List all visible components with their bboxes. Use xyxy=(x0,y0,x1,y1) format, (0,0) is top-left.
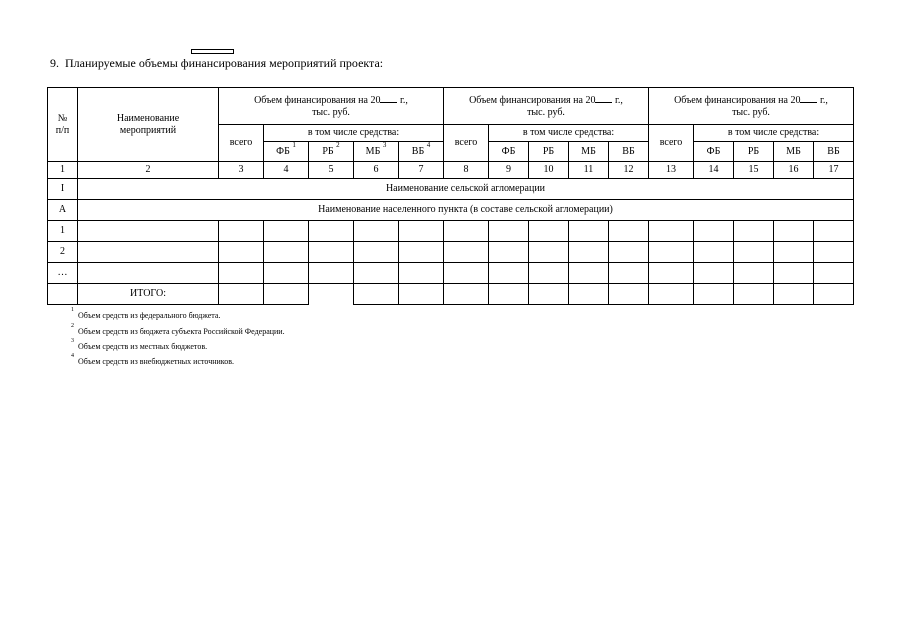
header-source: РБ xyxy=(529,142,569,162)
table-cell xyxy=(219,284,264,305)
column-number: 2 xyxy=(78,162,219,179)
header-source: ФБ $^1$ xyxy=(264,142,309,162)
table-cell xyxy=(569,221,609,242)
table-cell xyxy=(264,221,309,242)
table-cell xyxy=(569,284,609,305)
table-row-agglomeration xyxy=(48,179,854,200)
table-cell xyxy=(489,284,529,305)
row-number: 2 xyxy=(48,242,78,263)
table-cell xyxy=(529,242,569,263)
table-cell xyxy=(264,284,309,305)
scan-mark xyxy=(191,49,234,54)
table-cell xyxy=(734,221,774,242)
header-year-group-2: Объем финансирования на 20 г., тыс. руб. xyxy=(444,88,649,125)
table-cell xyxy=(569,263,609,284)
table-cell xyxy=(814,284,854,305)
table-cell xyxy=(609,284,649,305)
table-cell xyxy=(489,263,529,284)
column-number: 6 xyxy=(354,162,399,179)
table-cell xyxy=(609,263,649,284)
table-cell xyxy=(309,263,354,284)
header-including: в том числе средства: xyxy=(694,125,854,142)
table-cell xyxy=(264,242,309,263)
table-cell xyxy=(354,263,399,284)
header-number: № п/п xyxy=(48,88,78,162)
table-cell xyxy=(649,242,694,263)
table-cell xyxy=(444,263,489,284)
table-cell xyxy=(734,263,774,284)
table-row-total xyxy=(48,284,854,305)
table-cell xyxy=(649,221,694,242)
header-total: всего xyxy=(444,125,489,162)
table-cell xyxy=(774,284,814,305)
table-cell xyxy=(309,242,354,263)
column-number: 14 xyxy=(694,162,734,179)
header-source: ФБ xyxy=(489,142,529,162)
table-cell xyxy=(489,242,529,263)
financing-table xyxy=(47,87,854,305)
column-number: 1 xyxy=(48,162,78,179)
table-cell xyxy=(354,284,399,305)
table-cell xyxy=(694,263,734,284)
table-row xyxy=(48,263,854,284)
table-cell xyxy=(814,221,854,242)
table-cell xyxy=(354,221,399,242)
column-number: 9 xyxy=(489,162,529,179)
table-cell xyxy=(399,221,444,242)
table-cell xyxy=(399,263,444,284)
section-title: Планируемые объемы финансирования мероприятий проекта: xyxy=(65,56,384,70)
table-cell xyxy=(219,242,264,263)
column-number: 3 xyxy=(219,162,264,179)
table-cell xyxy=(444,284,489,305)
table-row xyxy=(48,221,854,242)
table-cell xyxy=(609,221,649,242)
column-number: 8 xyxy=(444,162,489,179)
header-year-group-1: Объем финансирования на 20 г., тыс. руб. xyxy=(219,88,444,125)
header-source: МБ xyxy=(569,142,609,162)
table-cell xyxy=(734,284,774,305)
section-number: 9. xyxy=(50,56,59,70)
table-cell xyxy=(529,263,569,284)
table-cell xyxy=(814,242,854,263)
table-cell xyxy=(219,263,264,284)
table-cell xyxy=(734,242,774,263)
table-cell xyxy=(399,242,444,263)
column-number: 17 xyxy=(814,162,854,179)
header-source: ВБ xyxy=(609,142,649,162)
column-number: 10 xyxy=(529,162,569,179)
header-source: МБ xyxy=(774,142,814,162)
header-including: в том числе средства: xyxy=(489,125,649,142)
footnote-2: $^2$ Объем средств из бюджета субъекта Российской Федерации. xyxy=(71,323,285,336)
header-total: всего xyxy=(649,125,694,162)
table-cell xyxy=(264,263,309,284)
header-year-group-3: Объем финансирования на 20 г., тыс. руб. xyxy=(649,88,854,125)
row-name: Наименование населенного пункта (в составе сельской агломерации) xyxy=(78,200,854,221)
column-number: 12 xyxy=(609,162,649,179)
table-cell xyxy=(774,221,814,242)
row-name xyxy=(78,263,219,284)
table-cell xyxy=(489,221,529,242)
row-name: Наименование сельской агломерации xyxy=(78,179,854,200)
header-name: Наименование мероприятий xyxy=(78,88,219,162)
table-cell xyxy=(219,221,264,242)
footnote-1: $^1$ Объем средств из федерального бюджета. xyxy=(71,307,221,320)
table-cell xyxy=(529,221,569,242)
footnote-4: $^4$ Объем средств из внебюджетных источников. xyxy=(71,353,235,366)
row-number: … xyxy=(48,263,78,284)
column-number: 7 xyxy=(399,162,444,179)
header-source: ВБ xyxy=(814,142,854,162)
column-number: 11 xyxy=(569,162,609,179)
table-cell xyxy=(399,284,444,305)
blank-cell xyxy=(309,284,354,305)
table-cell xyxy=(814,263,854,284)
table-cell xyxy=(529,284,569,305)
row-name xyxy=(78,221,219,242)
header-row-years xyxy=(48,88,854,125)
header-source: ФБ xyxy=(694,142,734,162)
column-number: 13 xyxy=(649,162,694,179)
column-numbers-row xyxy=(48,162,854,179)
table-cell xyxy=(694,221,734,242)
row-number: А xyxy=(48,200,78,221)
table-cell xyxy=(444,242,489,263)
table-cell xyxy=(774,263,814,284)
table-cell xyxy=(649,263,694,284)
table-cell xyxy=(774,242,814,263)
total-label: ИТОГО: xyxy=(78,284,219,305)
header-source: РБ xyxy=(734,142,774,162)
table-cell xyxy=(444,221,489,242)
table-cell xyxy=(354,242,399,263)
footnote-3: $^3$ Объем средств из местных бюджетов. xyxy=(71,338,208,351)
header-total: всего xyxy=(219,125,264,162)
table-cell xyxy=(609,242,649,263)
table-cell xyxy=(649,284,694,305)
column-number: 15 xyxy=(734,162,774,179)
column-number: 16 xyxy=(774,162,814,179)
row-name xyxy=(78,242,219,263)
header-source: ВБ $^4$ xyxy=(399,142,444,162)
table-cell xyxy=(694,284,734,305)
header-including: в том числе средства: xyxy=(264,125,444,142)
table-row xyxy=(48,242,854,263)
column-number: 4 xyxy=(264,162,309,179)
section-heading xyxy=(50,56,383,71)
column-number: 5 xyxy=(309,162,354,179)
table-row-settlement xyxy=(48,200,854,221)
header-source: РБ $^2$ xyxy=(309,142,354,162)
row-number xyxy=(48,284,78,305)
table-cell xyxy=(309,221,354,242)
row-number: I xyxy=(48,179,78,200)
header-source: МБ $^3$ xyxy=(354,142,399,162)
row-number: 1 xyxy=(48,221,78,242)
table-cell xyxy=(569,242,609,263)
table-cell xyxy=(694,242,734,263)
